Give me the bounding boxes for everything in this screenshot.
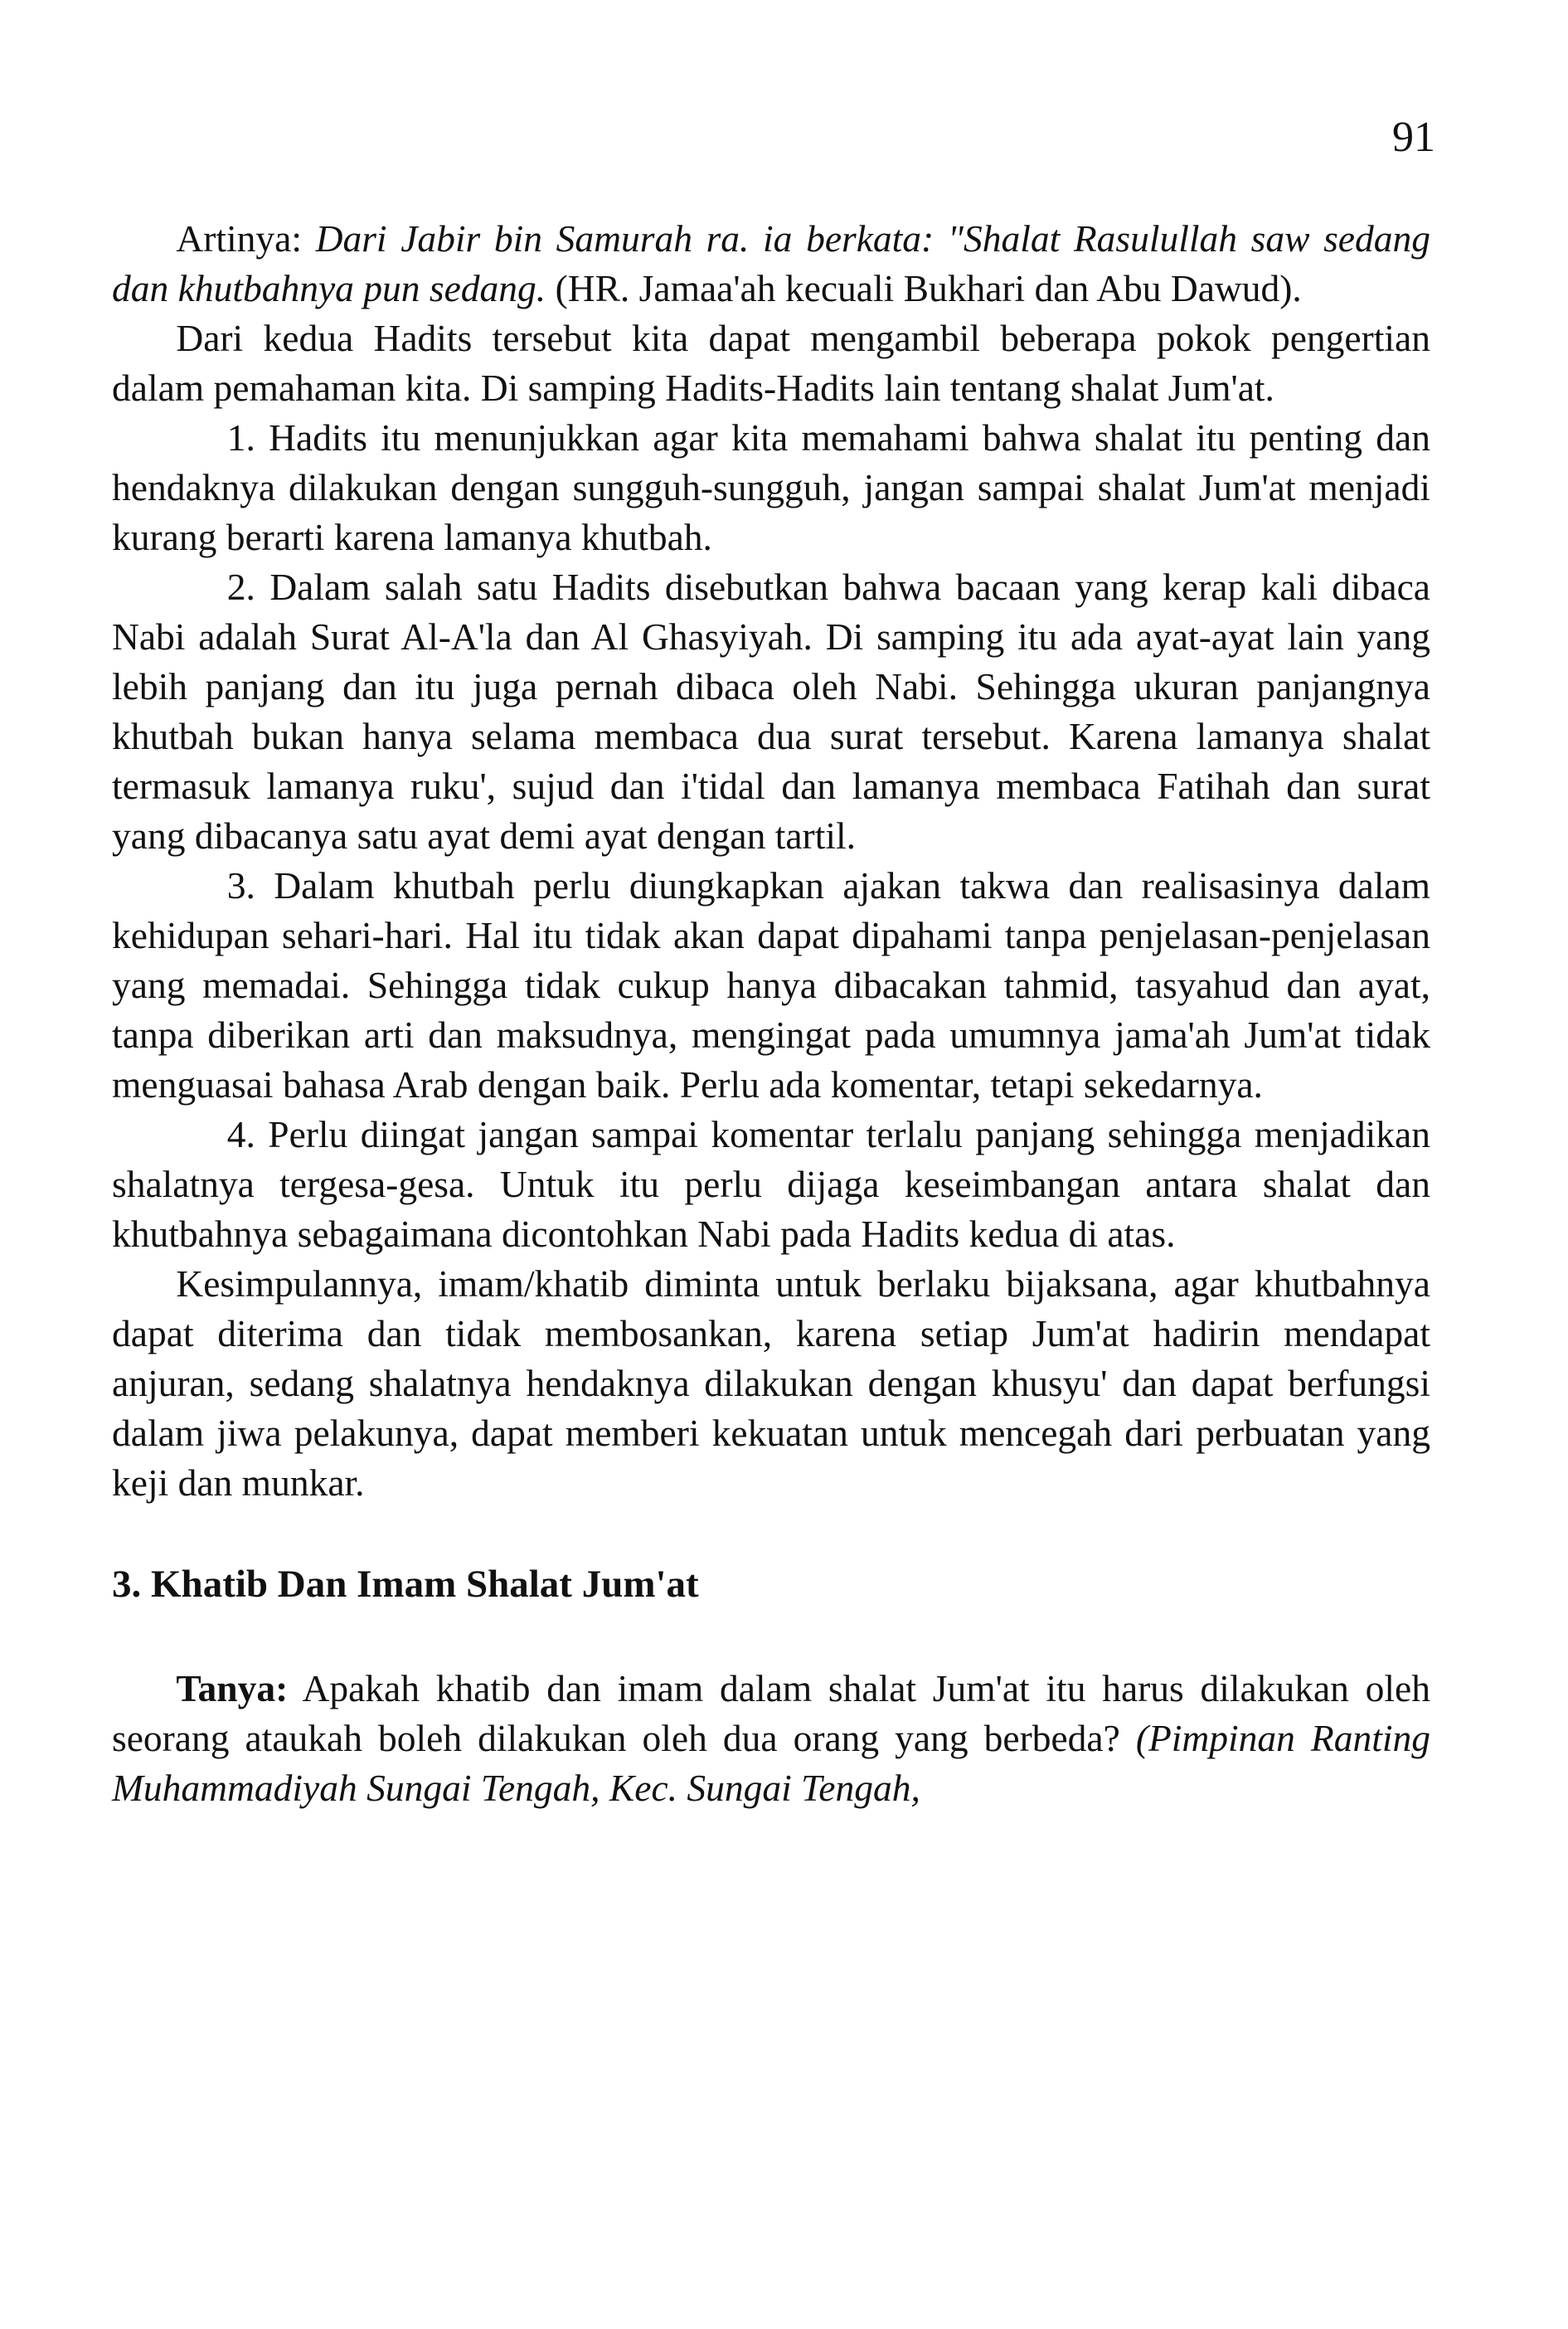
question-paragraph: [112, 1664, 1430, 1813]
question-label: Tanya:: [176, 1667, 289, 1709]
point-3-paragraph: 3. Dalam khutbah perlu diungkapkan ajakan takwa dan realisasinya dalam kehidupan sehari-hari. Hal itu tidak akan dapat dipahami tanpa penjelasan-penjelasan yang memadai. Sehingga tidak cukup hanya dibacakan tahmid, tasyahud dan ayat, tanpa diberikan arti dan maksudnya, mengingat pada umumnya jama'ah Jum'at tidak menguasai bahasa Arab dengan baik. Perlu ada komentar, tetapi sekedarnya.: [112, 864, 1430, 1106]
hadith-translation-paragraph: [112, 214, 1430, 314]
question-text: Apakah khatib dan imam dalam shalat Jum'at itu harus dilakukan oleh seorang ataukah boleh dilakukan oleh dua orang yang berbeda?: [112, 1667, 1430, 1759]
conclusion-paragraph: Kesimpulannya, imam/khatib diminta untuk berlaku bijaksana, agar khutbahnya dapat diterima dan tidak membosankan, karena setiap Jum'at hadirin mendapat anjuran, sedang shalatnya hendaknya dilakukan dengan khusyu' dan dapat berfungsi dalam jiwa pelakunya, dapat memberi kekuatan untuk mencegah dari perbuatan yang keji dan munkar.: [112, 1262, 1430, 1504]
page-number: 91: [1392, 114, 1435, 161]
intro-paragraph: Dari kedua Hadits tersebut kita dapat mengambil beberapa pokok pengertian dalam pemahaman kita. Di samping Hadits-Hadits lain tentang shalat Jum'at.: [112, 317, 1430, 409]
translation-prefix: Artinya:: [176, 217, 316, 260]
question-source: (Pimpinan Ranting Muhammadiyah Sungai Tengah, Kec. Sungai Tengah,: [112, 1717, 1430, 1809]
point-1-paragraph: 1. Hadits itu menunjukkan agar kita memahami bahwa shalat itu penting dan hendaknya dilakukan dengan sungguh-sungguh, jangan sampai shalat Jum'at menjadi kurang berarti karena lamanya khutbah.: [112, 416, 1430, 558]
hadith-reference: (HR. Jamaa'ah kecuali Bukhari dan Abu Dawud).: [546, 267, 1302, 309]
point-2-paragraph: 2. Dalam salah satu Hadits disebutkan bahwa bacaan yang kerap kali dibaca Nabi adalah Surat Al-A'la dan Al Ghasyiyah. Di samping itu ada ayat-ayat lain yang lebih panjang dan itu juga pernah dibaca oleh Nabi. Sehingga ukuran panjangnya khutbah bukan hanya selama membaca dua surat tersebut. Karena lamanya shalat termasuk lamanya ruku', sujud dan i'tidal dan lamanya membaca Fatihah dan surat yang dibacanya satu ayat demi ayat dengan tartil.: [112, 566, 1430, 857]
body-text: [112, 214, 1430, 1813]
section-heading: 3. Khatib Dan Imam Shalat Jum'at: [112, 1563, 699, 1606]
point-4-paragraph: 4. Perlu diingat jangan sampai komentar terlalu panjang sehingga menjadikan shalatnya tergesa-gesa. Untuk itu perlu dijaga keseimbangan antara shalat dan khutbahnya sebagaimana dicontohkan Nabi pada Hadits kedua di atas.: [112, 1113, 1430, 1255]
hadith-quote-italic: Dari Jabir bin Samurah ra. ia berkata: "Shalat Rasulullah saw sedang dan khutbahnya pun sedang.: [112, 217, 1430, 309]
